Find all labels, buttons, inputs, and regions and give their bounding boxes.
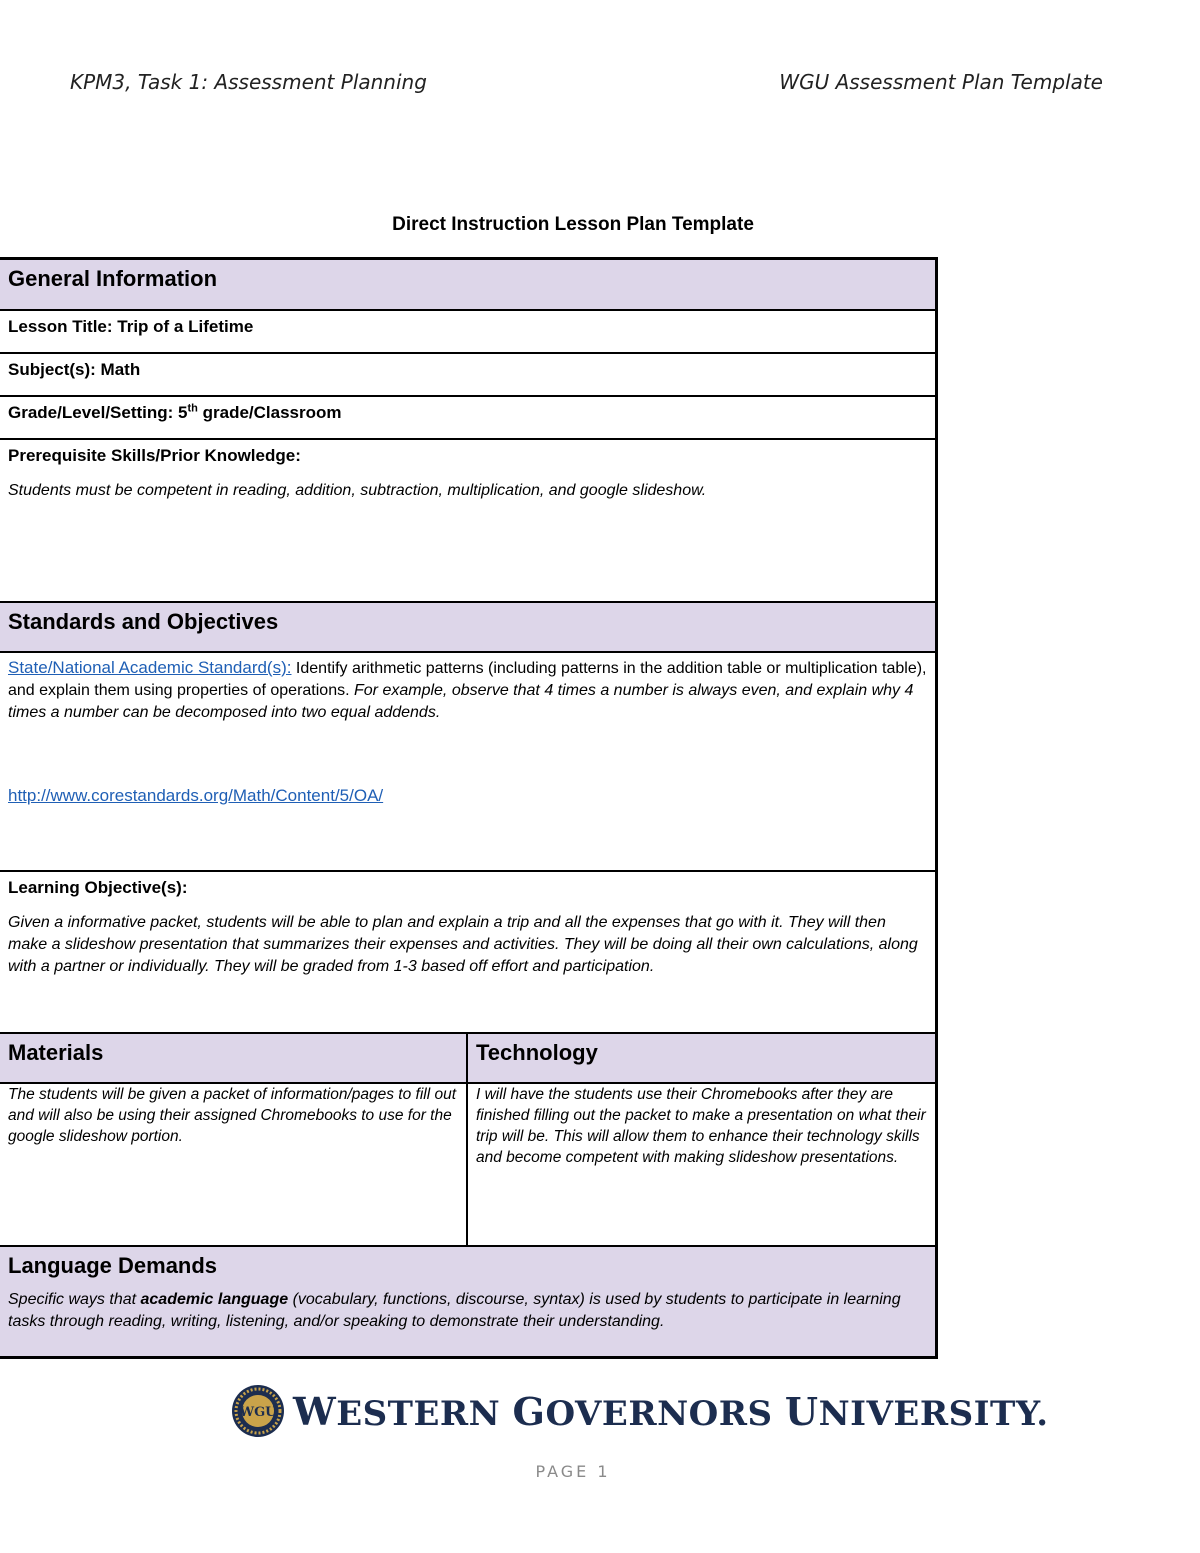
technology-body-cell: [468, 1084, 935, 1245]
standard-example: For example, observe that 4 times a number is always even, and explain why 4 times a number can be decomposed into two equal addends.: [8, 682, 914, 721]
materials-header-cell: [0, 1034, 468, 1082]
wgu-wordmark: [293, 1389, 1049, 1434]
materials-body-cell: [0, 1084, 468, 1245]
subjects-row: [0, 354, 935, 397]
language-text-after: (vocabulary, functions, discourse, syntax) is used by students to participate in learning tasks through reading, writing, listening, and/or speaking to demonstrate their understanding.: [8, 1291, 901, 1330]
grade-prefix: Grade/Level/Setting: 5: [8, 402, 188, 422]
grade-row: [0, 397, 935, 440]
materials-technology-header: [0, 1034, 935, 1084]
language-text-before: Specific ways that: [8, 1291, 141, 1308]
header-left-text: KPM3, Task 1: Assessment Planning: [70, 70, 427, 94]
language-demands-section: [0, 1247, 935, 1356]
standards-header: [0, 603, 935, 653]
technology-heading: Technology: [476, 1040, 598, 1065]
wordmark-governors: OVERNORS: [545, 1393, 785, 1434]
standards-heading: Standards and Objectives: [8, 609, 279, 634]
lesson-plan-table: [0, 257, 938, 1359]
general-information-header: [0, 260, 935, 311]
technology-text: I will have the students use their Chromebooks after they are finished filling out the packet to make a presentation on what their trip will be. This will allow them to enhance their technology skills and become competent with making slideshow presentations.: [476, 1086, 926, 1166]
standard-link-label[interactable]: State/National Academic Standard(s):: [8, 658, 292, 677]
standard-url-link[interactable]: http://www.corestandards.org/Math/Content/5/OA/: [8, 786, 384, 805]
standards-row: [0, 653, 935, 872]
materials-technology-body: [0, 1084, 935, 1247]
prerequisite-text: Students must be competent in reading, addition, subtraction, multiplication, and google slideshow.: [8, 482, 707, 499]
objective-text: Given a informative packet, students will be able to plan and explain a trip and all the expenses that go with it. They will then make a slideshow presentation that summarizes their expenses and activities. They will be doing all their own calculations, along with a partner or individually. They will be graded from 1-3 based off effort and participation.: [8, 914, 918, 975]
grade-superscript: th: [187, 402, 198, 414]
wordmark-western: ESTERN: [336, 1393, 513, 1434]
prerequisite-label: Prerequisite Skills/Prior Knowledge:: [8, 446, 301, 465]
wgu-seal-icon: [231, 1384, 285, 1438]
grade-suffix: grade/Classroom: [197, 402, 342, 422]
standard-paragraph: [8, 657, 927, 724]
grade-level-setting: [8, 403, 342, 422]
wordmark-cap-u: U: [784, 1388, 819, 1434]
document-title: Direct Instruction Lesson Plan Template: [392, 214, 754, 235]
lesson-title: Lesson Title: Trip of a Lifetime: [8, 317, 254, 336]
language-demands-heading: Language Demands: [8, 1253, 218, 1278]
wordmark-cap-g: G: [512, 1388, 546, 1434]
wordmark-university: NIVERSITY.: [818, 1393, 1049, 1434]
general-information-heading: General Information: [8, 266, 218, 291]
technology-header-cell: [468, 1034, 935, 1082]
header-right-text: WGU Assessment Plan Template: [779, 70, 1103, 94]
objective-label: Learning Objective(s):: [8, 878, 188, 897]
subjects: Subject(s): Math: [8, 360, 141, 379]
wgu-logo: [231, 1384, 1049, 1438]
materials-text: The students will be given a packet of information/pages to fill out and will also be using their assigned Chromebooks to use for the google slideshow portion.: [8, 1086, 457, 1145]
materials-heading: Materials: [8, 1040, 104, 1065]
lesson-title-row: [0, 311, 935, 354]
objectives-row: [0, 872, 935, 1034]
language-text-bold: academic language: [140, 1291, 289, 1308]
language-demands-text: [8, 1289, 927, 1333]
prerequisite-row: [0, 440, 935, 603]
wordmark-cap-w: W: [293, 1388, 337, 1434]
page-number: PAGE 1: [535, 1462, 611, 1481]
seal-letters: WGU: [239, 1405, 277, 1420]
standard-text: Identify arithmetic patterns (including patterns in the addition table or multiplication table), and explain them using properties of operations.: [8, 660, 927, 699]
